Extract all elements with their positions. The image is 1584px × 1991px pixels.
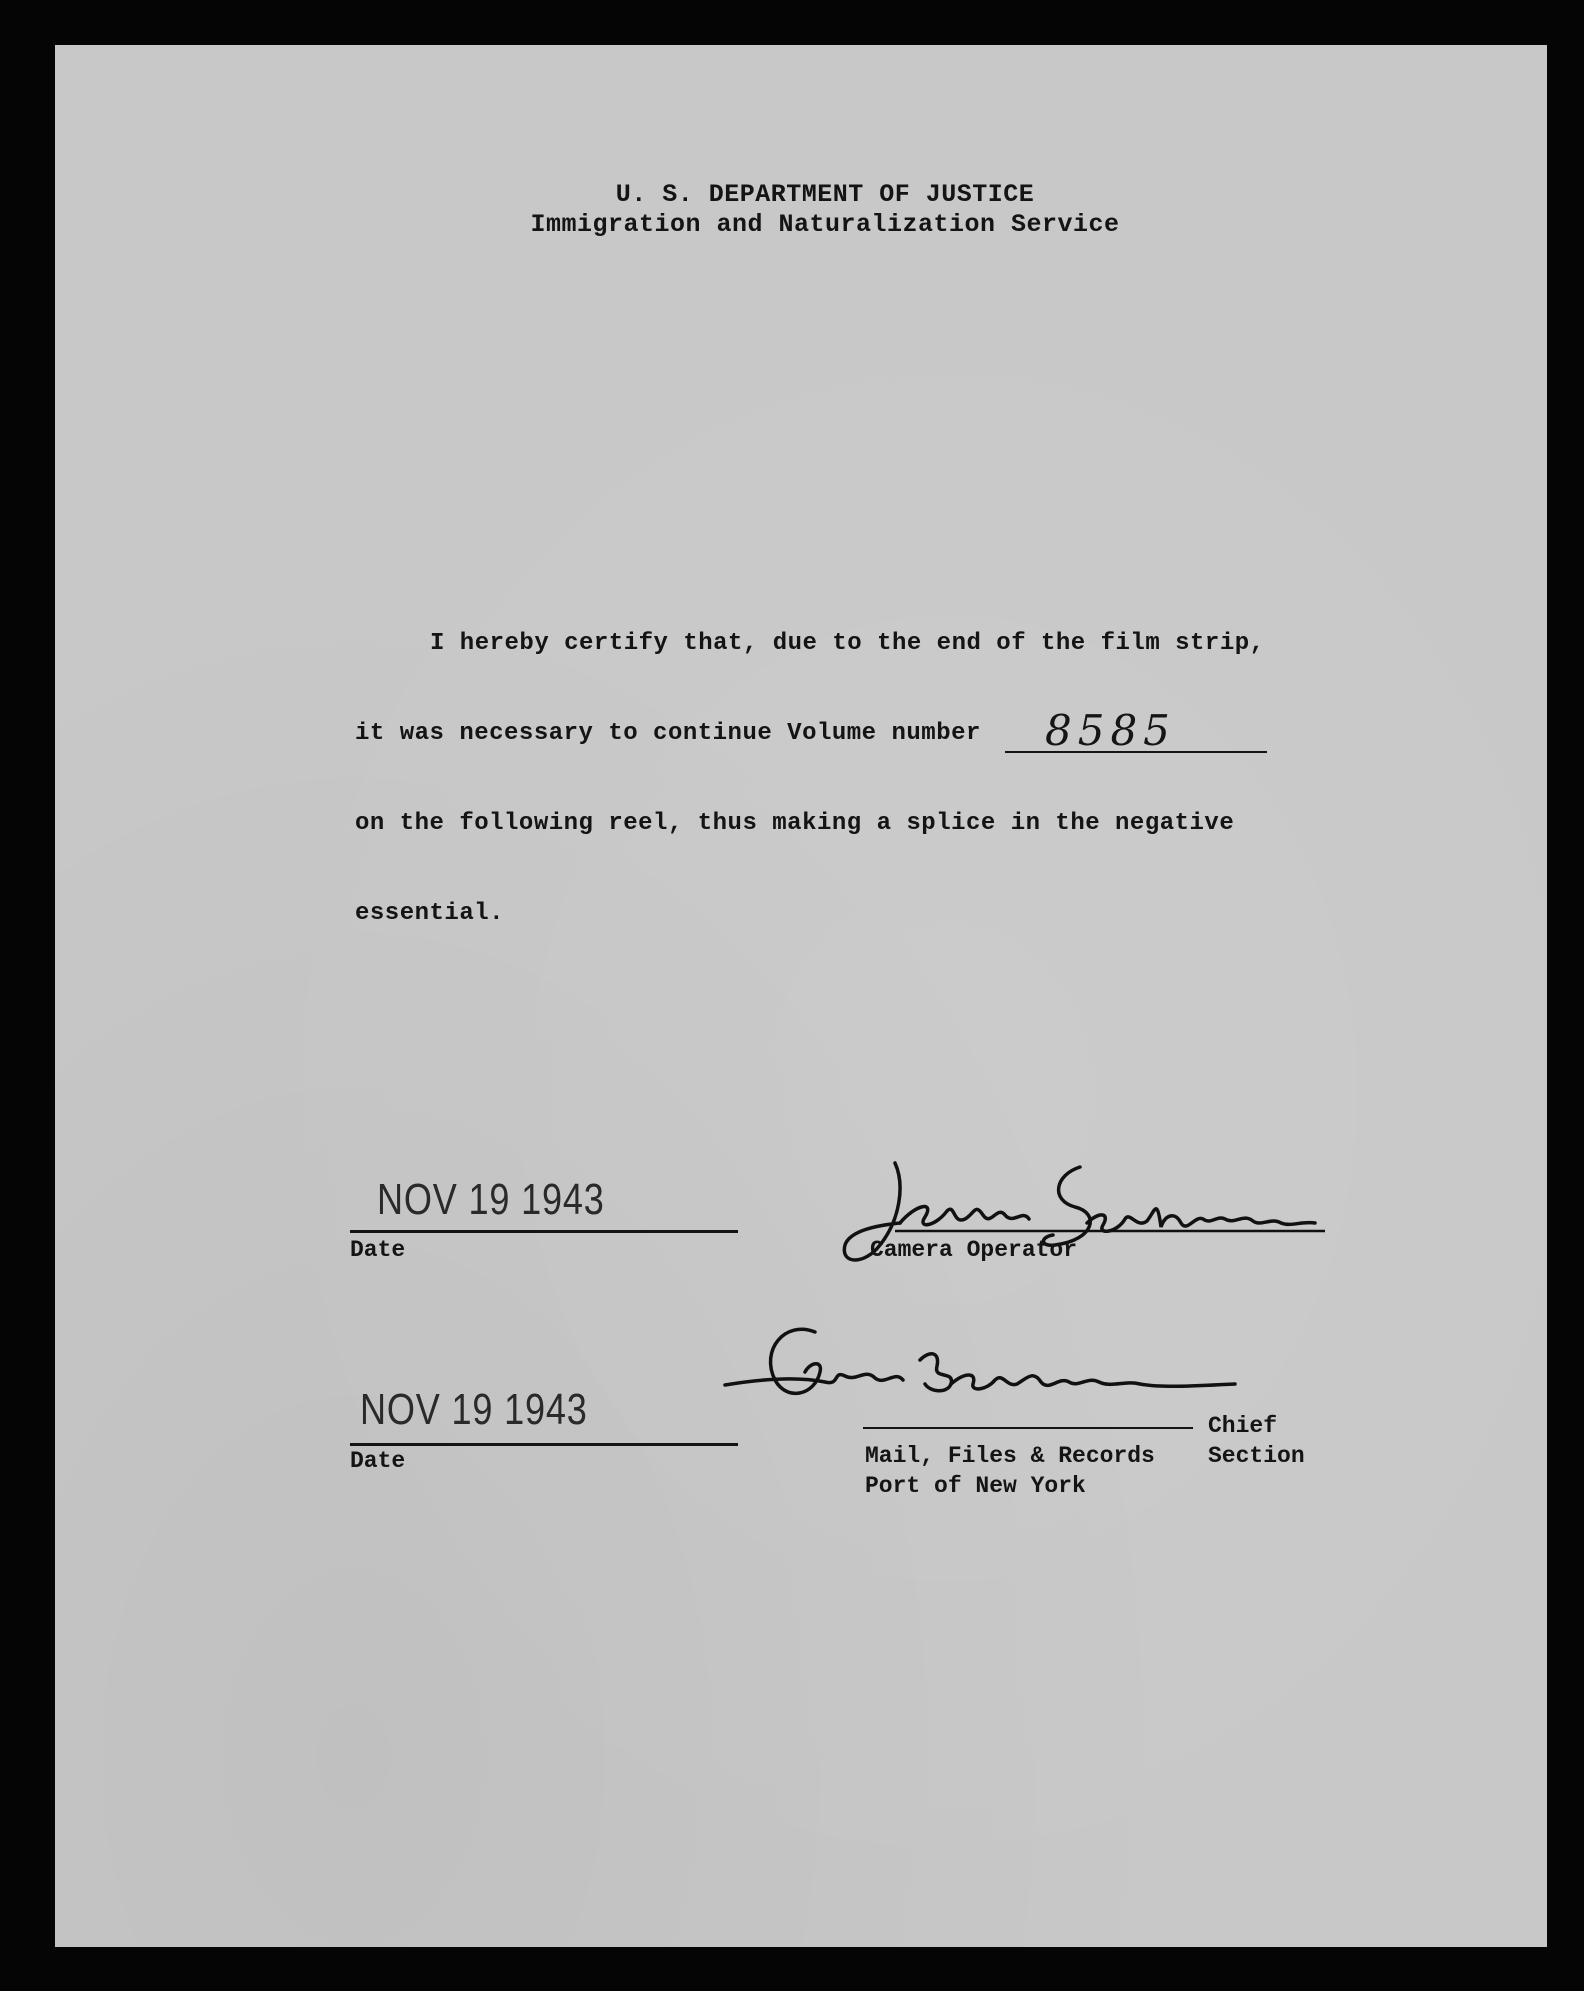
volume-number-handwritten [1040,705,1220,755]
certification-line-3: on the following reel, thus making a splice in the negative [355,810,1235,837]
title-section: Section [1208,1443,1305,1469]
title-mail-files-records: Mail, Files & Records [865,1443,1155,1469]
header-service: Immigration and Naturalization Service [530,210,1120,239]
date-stamp-2: NOV 19 1943 [360,1385,588,1434]
title-chief: Chief [1208,1413,1278,1439]
chief-signature [715,1310,1295,1420]
volume-number-text: 8585 [1045,706,1176,755]
camera-operator-label: Camera Operator [870,1237,1078,1263]
date-label-1: Date [350,1237,406,1263]
date-line-2 [350,1443,738,1446]
chief-signature-line [863,1427,1193,1429]
document-page [55,45,1547,1947]
date-line-1 [350,1230,738,1233]
header-department: U. S. DEPARTMENT OF JUSTICE [615,180,1035,209]
date-label-2: Date [350,1448,406,1474]
date-stamp-1: NOV 19 1943 [377,1175,605,1224]
title-port-of-new-york: Port of New York [865,1473,1086,1499]
certification-line-4: essential. [355,900,505,927]
certification-line-2: it was necessary to continue Volume number [355,720,981,747]
certification-line-1: I hereby certify that, due to the end of the film strip, [430,630,1265,657]
